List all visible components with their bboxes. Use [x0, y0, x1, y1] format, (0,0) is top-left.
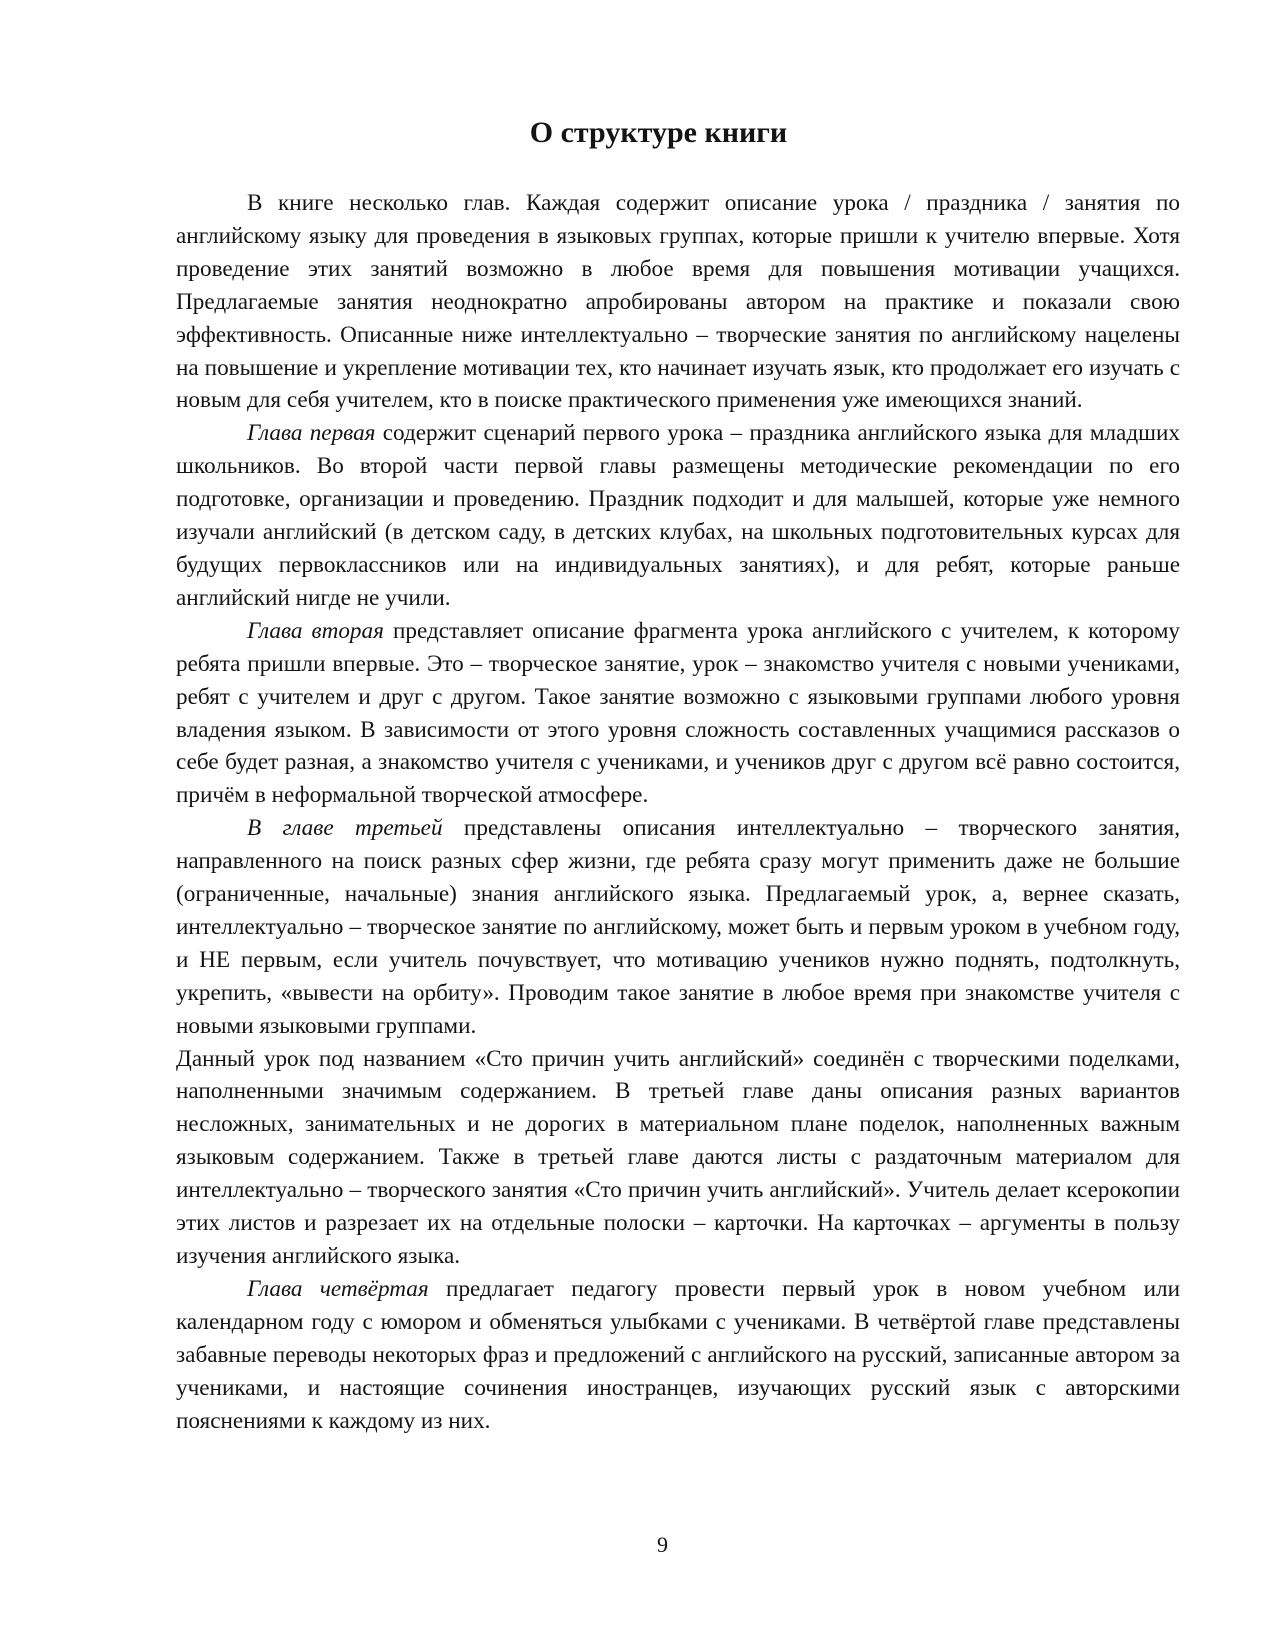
paragraph-chapter-four: [176, 1273, 1180, 1438]
paragraph-chapter-two: [176, 615, 1180, 812]
paragraph-text: содержит сценарий первого урока – праздника английского языка для младших школьников. Во второй части первой главы размещены методические рекомендации по его подготовке, организации и проведению. Праздник подходит и для малышей, которые уже немного изучали английский (в детском саду, в детских клубах, на школьных подготовительных курсах для будущих первоклассников или на индивидуальных занятиях), и для ребят, которые раньше английский нигде не учили.: [176, 420, 1181, 611]
paragraph-intro: [176, 187, 1180, 417]
paragraph-text: представляет описание фрагмента урока английского с учителем, к которому ребята пришли впервые. Это – творческое занятие, урок – знакомство учителя с новыми учениками, ребят с учителем и друг с другом. Такое занятие возможно с языковыми группами любого уровня владения языком. В зависимости от этого уровня сложность составленных учащимися рассказов о себе будет разная, а знакомство учителя с учениками, и учеников друг с другом всё равно состоится, причём в неформальной творческой атмосфере.: [176, 617, 1180, 809]
chapter-lead: Глава вторая: [247, 617, 384, 644]
paragraph-chapter-three: [176, 812, 1180, 1042]
body-text: [176, 187, 1180, 1437]
chapter-lead: Глава первая: [247, 420, 376, 447]
paragraph-chapter-one: [176, 417, 1180, 614]
paragraph-text: В книге несколько глав. Каждая содержит описание урока / праздника / занятия по английскому языку для проведения в языковых группах, которые пришли к учителю впервые. Хотя проведение этих занятий возможно в любое время для повышения мотивации учащихся. Предлагаемые занятия неоднократно апробированы автором на практике и показали свою эффективность. Описанные ниже интеллектуально – творческие занятия по английскому нацелены на повышение и укрепление мотивации тех, кто начинает изучать язык, кто продолжает его изучать с новым для себя учителем, кто в поиске практического применения уже имеющихся знаний.: [176, 190, 1180, 414]
chapter-lead: В главе третьей: [247, 815, 443, 842]
paragraph-lesson-description: [176, 1043, 1180, 1273]
page-number: 9: [657, 1532, 668, 1557]
chapter-lead: Глава четвёртая: [247, 1275, 429, 1302]
page-title: О структуре книги: [529, 116, 788, 149]
paragraph-text: представлены описания интеллектуально – творческого занятия, направленного на поиск разных сфер жизни, где ребята сразу могут применить даже не большие (ограниченные, начальные) знания английского языка. Предлагаемый урок, а, вернее сказать, интеллектуально – творческое занятие по английскому, может быть и первым уроком в учебном году, и НЕ первым, если учитель почувствует, что мотивацию учеников нужно поднять, подтолкнуть, укрепить, «вывести на орбиту». Проводим такое занятие в любое время при знакомстве учителя с новыми языковыми группами.: [176, 815, 1181, 1039]
paragraph-text: предлагает педагогу провести первый урок в новом учебном или календарном году с юмором и обменяться улыбками с учениками. В четвёртой главе представлены забавные переводы некоторых фраз и предложений с английского на русский, записанные автором за учениками, и настоящие сочинения иностранцев, изучающих русский язык с авторскими пояснениями к каждому из них.: [176, 1275, 1180, 1434]
paragraph-text: Данный урок под названием «Сто причин учить английский» соединён с творческими поделками, наполненными значимым содержанием. В третьей главе даны описания разных вариантов несложных, занимательных и не дорогих в материальном плане поделок, наполненных важным языковым содержанием. Также в третьей главе даются листы с раздаточным материалом для интеллектуально – творческого занятия «Сто причин учить английский». Учитель делает ксерокопии этих листов и разрезает их на отдельные полоски – карточки. На карточках – аргументы в пользу изучения английского языка.: [176, 1045, 1180, 1269]
